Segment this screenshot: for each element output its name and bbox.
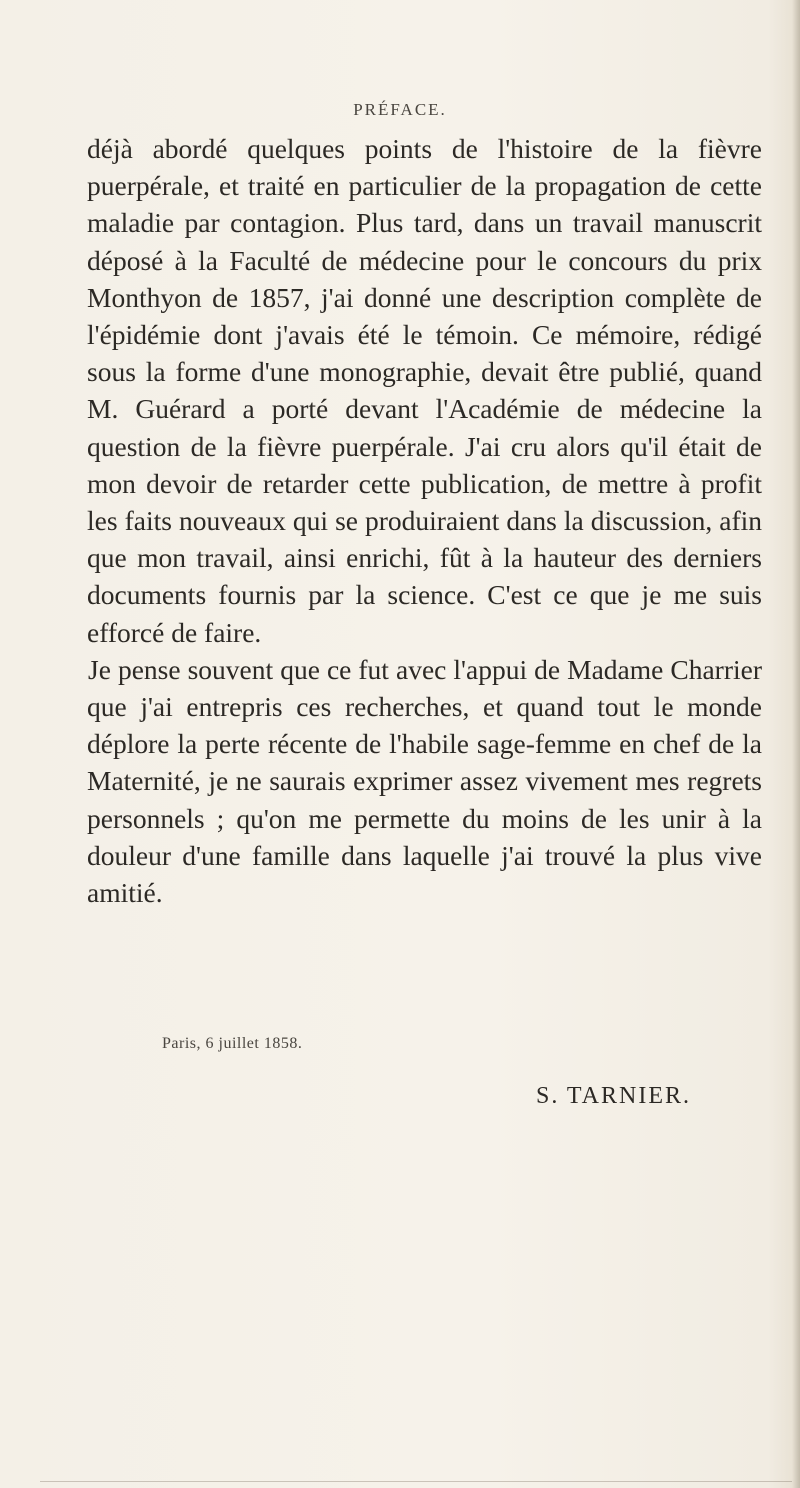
page-bottom-rule	[40, 1481, 792, 1482]
page-edge-shadow	[792, 0, 800, 1488]
preface-body	[87, 130, 762, 911]
dateline: Paris, 6 juillet 1858.	[162, 1035, 303, 1052]
paragraph-2: Je pense souvent que ce fut avec l'appui de Madame Charrier que j'ai entrepris ces recherches, et quand tout le monde déplore la perte récente de l'habile sage-femme en chef de la Maternité, je ne saurais exprimer assez vivement mes regrets personnels ; qu'on me permette du moins de les unir à la douleur d'une famille dans laquelle j'ai trouvé la plus vive amitié.	[87, 653, 762, 909]
paragraph-1: déjà abordé quelques points de l'histoire de la fièvre puerpérale, et traité en particulier de la propagation de cette maladie par contagion. Plus tard, dans un travail manuscrit déposé à la Faculté de médecine pour le concours du prix Monthyon de 1857, j'ai donné une description complète de l'épidémie dont j'avais été le témoin. Ce mémoire, rédigé sous la forme d'une monographie, devait être publié, quand M. Guérard a porté devant l'Académie de médecine la question de la fièvre puerpérale. J'ai cru alors qu'il était de mon devoir de retarder cette publication, de mettre à profit les faits nouveaux qui se produiraient dans la discussion, afin que mon travail, ainsi enrichi, fût à la hauteur des derniers documents fournis par la science. C'est ce que je me suis efforcé de faire.	[87, 133, 762, 648]
author-signature: S. TARNIER.	[536, 1083, 691, 1109]
running-head: PRÉFACE.	[353, 100, 447, 119]
